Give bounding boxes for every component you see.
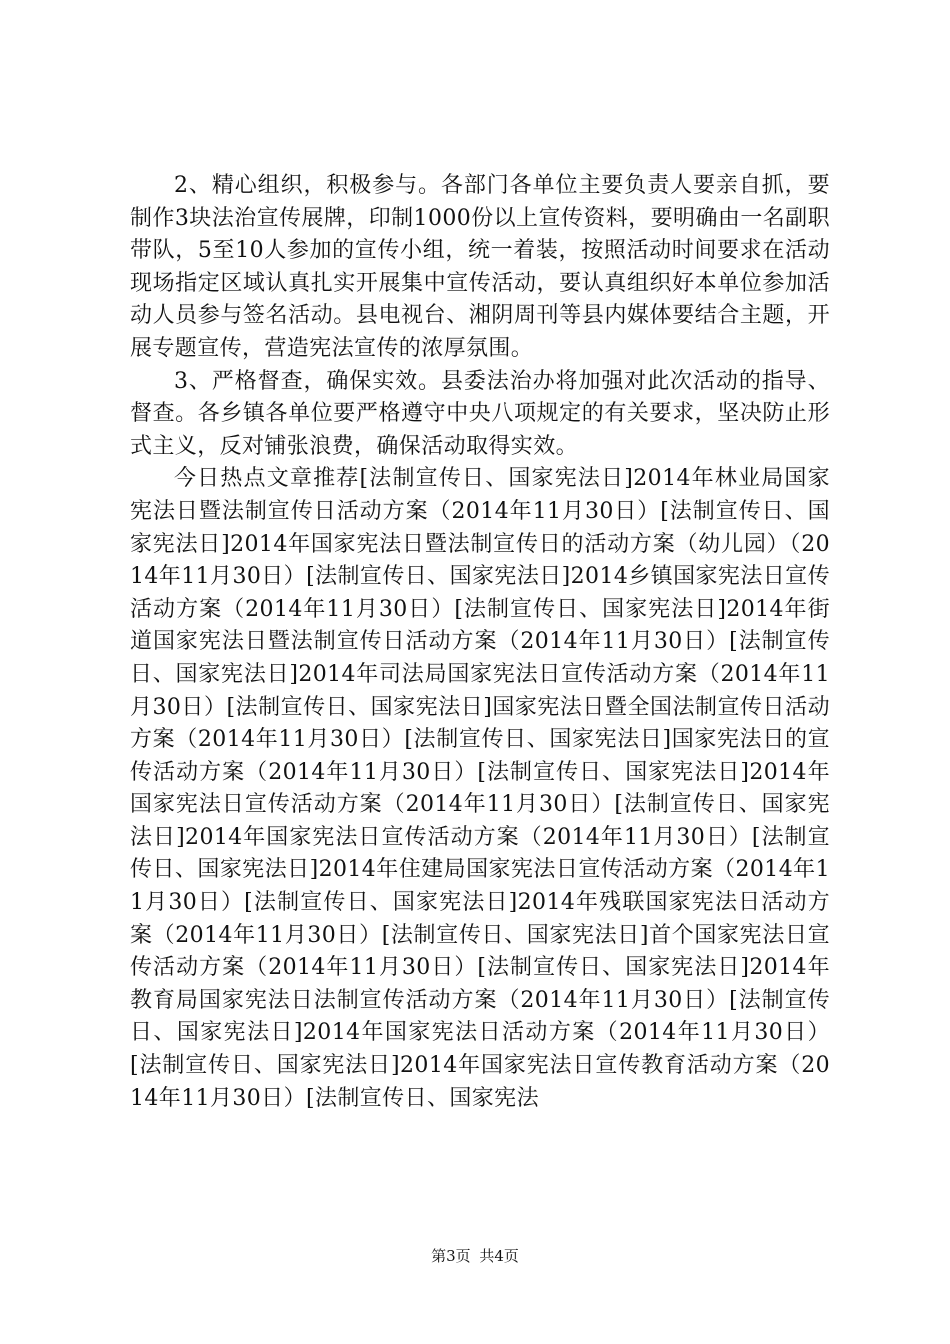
paragraph-hot-articles: 今日热点文章推荐[法制宣传日、国家宪法日]2014年林业局国家宪法日暨法制宣传日活动方案（2014年11月30日）[法制宣传日、国家宪法日]2014年国家宪法日暨法制宣传日的活动方案（幼儿园）（2014年11月30日）[法制宣传日、国家宪法日]2014乡镇国家宪法日宣传活动方案（2014年11月30日）[法制宣传日、国家宪法日]2014年街道国家宪法日暨法制宣传日活动方案（2014年11月30日）[法制宣传日、国家宪法日]2014年司法局国家宪法日宣传活动方案（2014年11月30日）[法制宣传日、国家宪法日]国家宪法日暨全国法制宣传日活动方案（2014年11月30日）[法制宣传日、国家宪法日]国家宪法日的宣传活动方案（2014年11月30日）[法制宣传日、国家宪法日]2014年国家宪法日宣传活动方案（2014年11月30日）[法制宣传日、国家宪法日]2014年国家宪法日宣传活动方案（2014年11月30日）[法制宣传日、国家宪法日]2014年住建局国家宪法日宣传活动方案（2014年11月30日）[法制宣传日、国家宪法日]2014年残联国家宪法日活动方案（2014年11月30日）[法制宣传日、国家宪法日]首个国家宪法日宣传活动方案（2014年11月30日）[法制宣传日、国家宪法日]2014年教育局国家宪法日法制宣传活动方案（2014年11月30日）[法制宣传日、国家宪法日]2014年国家宪法日活动方案（2014年11月30日）[法制宣传日、国家宪法日]2014年国家宪法日宣传教育活动方案（2014年11月30日）[法制宣传日、国家宪法 — [130, 466, 830, 1111]
paragraph-supervise: 3、严格督查，确保实效。县委法治办将加强对此次活动的指导、督查。各乡镇各单位要严格遵守中央八项规定的有关要求，坚决防止形式主义，反对铺张浪费，确保活动取得实效。 — [130, 368, 830, 459]
paragraph-organize: 2、精心组织，积极参与。各部门各单位主要负责人要亲自抓，要制作3块法治宣传展牌，印制1000份以上宣传资料，要明确由一名副职带队，5至10人参加的宣传小组，统一着装，按照活动时间要求在活动现场指定区域认真扎实开展集中宣传活动，要认真组织好本单位参加活动人员参与签名活动。县电视台、湘阴周刊等县内媒体要结合主题，开展专题宣传，营造宪法宣传的浓厚氛围。 — [130, 173, 830, 361]
page-total: 共4页 — [479, 1247, 519, 1265]
page-footer — [0, 1246, 950, 1266]
page-number: 第3页 — [431, 1247, 471, 1265]
document-body — [130, 170, 830, 1115]
